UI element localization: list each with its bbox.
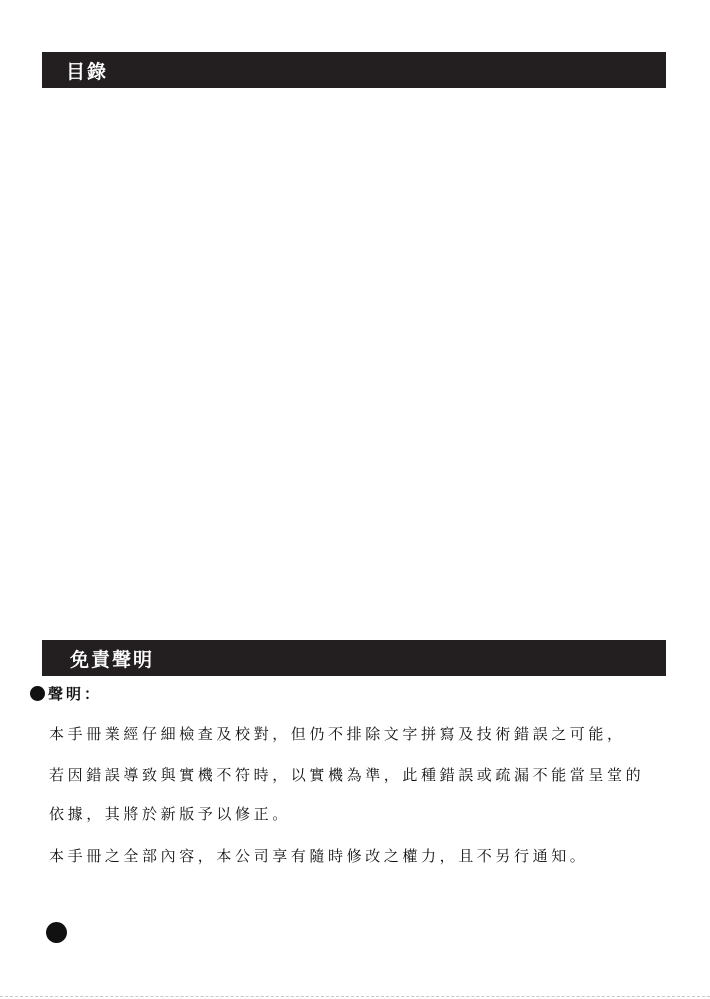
toc-title: 目錄 xyxy=(66,60,109,83)
statement-subheading xyxy=(30,683,102,704)
toc-heading-banner xyxy=(42,52,666,88)
disclaimer-text-line-3: 依據，其將於新版予以修正。 xyxy=(49,805,291,823)
bullet-dot-icon xyxy=(30,686,45,701)
disclaimer-text-line-1: 本手冊業經仔細檢查及校對，但仍不排除文字拼寫及技術錯誤之可能， xyxy=(49,725,626,743)
page-cut-line xyxy=(0,996,710,997)
disclaimer-heading-banner xyxy=(42,640,666,676)
statement-label: 聲明： xyxy=(48,685,103,703)
page-marker-dot-icon xyxy=(46,922,67,943)
disclaimer-text-line-2: 若因錯誤導致與實機不符時，以實機為準，此種錯誤或疏漏不能當呈堂的 xyxy=(49,766,645,784)
disclaimer-title: 免責聲明 xyxy=(70,648,155,671)
disclaimer-text-line-4: 本手冊之全部內容，本公司享有隨時修改之權力，且不另行通知。 xyxy=(49,847,589,865)
